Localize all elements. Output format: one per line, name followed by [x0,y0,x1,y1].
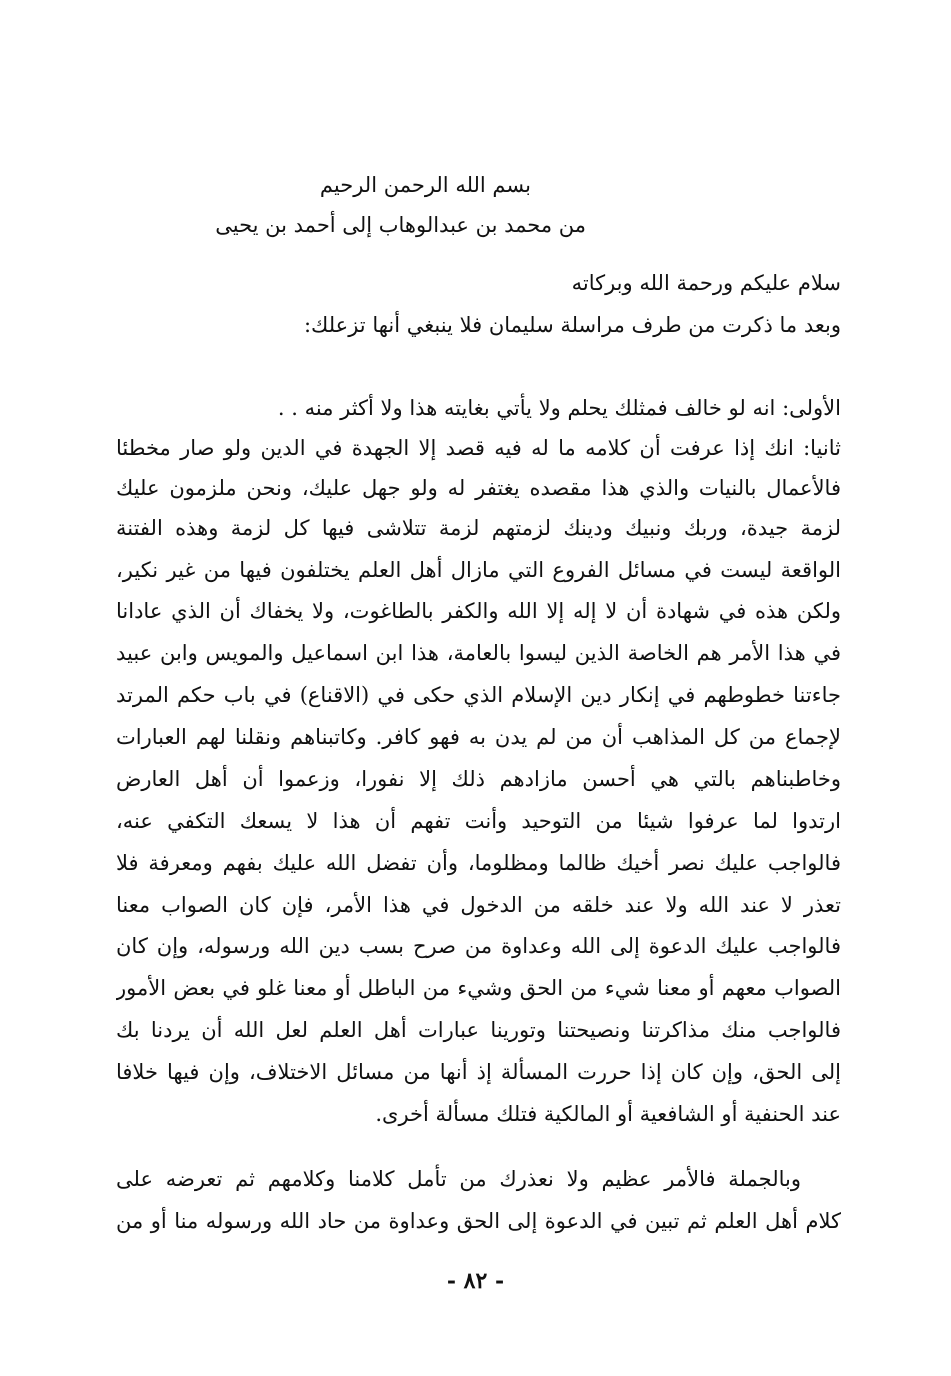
body-line: ولكن هذه في شهادة أن لا إله إلا الله والكفر بالطاغوت، ولا يخفاك أن الذي عادانا [116,599,841,623]
body-line: فالواجب منك مذاكرتنا ونصيحتنا وتورينا عبارات أهل العلم لعل الله أن يردنا بك [116,1018,841,1042]
closing-line: وبالجملة فالأمر عظيم ولا نعذرك من تأمل كلامنا وكلامهم ثم تعرضه على [116,1167,801,1191]
body-line: فالواجب عليك نصر أخيك ظالما ومظلوما، وأن تفضل الله عليك بفهم ومعرفة فلا [116,851,841,875]
body-line: لإجماع من كل المذاهب أن من لم يدن به فهو كافر. وكاتبناهم ونقلنا لهم العبارات [116,725,841,749]
body-line: الواقعة ليست في مسائل الفروع التي مازال أهل العلم يختلفون فيها من غير نكير، [116,558,841,582]
page-number: - ٨٢ - [446,1268,505,1294]
body-line: عند الحنفية أو الشافعية أو المالكية فتلك مسألة أخرى. [375,1102,841,1126]
basmala-line: بسم الله الرحمن الرحيم [319,173,531,197]
intro-line: وبعد ما ذكرت من طرف مراسلة سليمان فلا ينبغي أنها تزعلك: [303,313,841,337]
body-line: فالواجب عليك الدعوة إلى الله وعداوة من صرح بسب دين الله ورسوله، وإن كان [116,934,841,958]
closing-line: كلام أهل العلم ثم تبين في الدعوة إلى الحق وعداوة من حاد الله ورسوله منا أو من [116,1209,841,1233]
body-line: وخاطبناهم بالتي هي أحسن مازادهم ذلك إلا نفورا، وزعموا أن أهل العارض [116,767,841,791]
body-line: تعذر لا عند الله ولا عند خلقه من الدخول في هذا الأمر، فإن كان الصواب معنا [116,893,841,917]
body-line: لزمة جيدة، وربك ونبيك ودينك لزمتهم لزمة تتلاشى فيها كل لزمة وهذه الفتنة [116,516,841,540]
body-line: جاءتنا خطوطهم في إنكار دين الإسلام الذي حكى في (الاقناع) في باب حكم المرتد [116,683,841,707]
body-line: الأولى: انه لو خالف فمثلك يحلم ولا يأتي بغايته هذا ولا أكثر منه . . [277,396,841,420]
greeting-line: سلام عليكم ورحمة الله وبركاته [571,271,841,295]
body-line: في هذا الأمر هم الخاصة الذين ليسوا بالعامة، هذا ابن اسماعيل والمويس وابن عبيد [116,641,841,665]
body-line: ارتدوا لما عرفوا شيئا من التوحيد وأنت تفهم أن هذا لا يسعك التكفي عنه، [116,809,841,833]
body-line: فالأعمال بالنيات والذي هذا مقصده يغتفر له ولو جهل عليك، ونحن ملزمون عليك [116,476,841,500]
body-line: ثانيا: انك إذا عرفت أن كلامه ما له فيه قصد إلا الجهدة في الدين ولو صار مخطئا [116,436,841,460]
body-line: الصواب معهم أو معنا شيء من الحق وشيء من الباطل أو معنا غلو في بعض الأمور [116,976,841,1000]
sender-recipient-line: من محمد بن عبدالوهاب إلى أحمد بن يحيى [215,213,586,237]
body-line: إلى الحق، وإن كان إذا حررت المسألة إذ أنها من مسائل الاختلاف، وإن فيها خلافا [116,1060,841,1084]
